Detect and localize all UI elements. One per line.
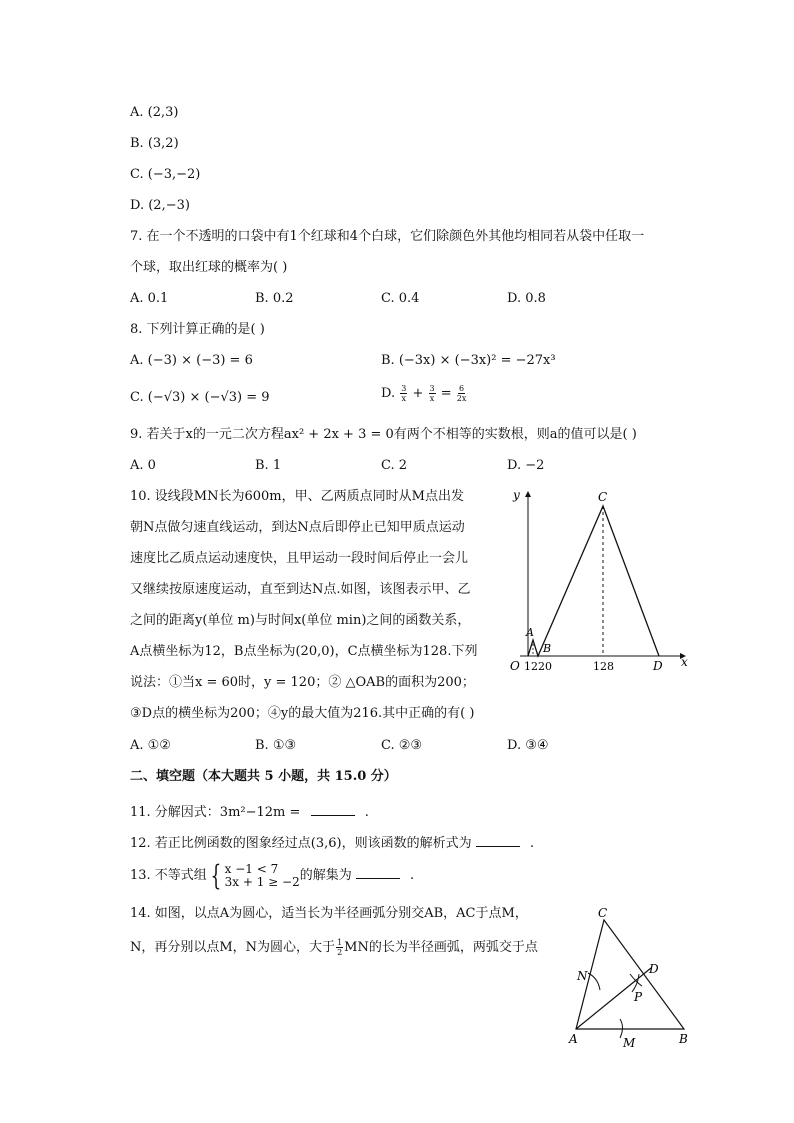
q8-option-c: C. (−√3) × (−√3) = 9 [130, 390, 270, 405]
plus-sign: + [412, 386, 424, 401]
q6-option-a: A. (2,3) [130, 105, 179, 120]
numerator: 6 [459, 384, 465, 393]
q8-stem: 8. 下列计算正确的是( ) [130, 322, 265, 337]
q6-option-b: B. (3,2) [130, 136, 179, 151]
q11-end: . [364, 805, 369, 820]
q8-option-a: A. (−3) × (−3) = 6 [130, 353, 253, 368]
q10-option-d: D. ③④ [507, 738, 549, 753]
q7-option-b: B. 0.2 [255, 291, 294, 306]
q10-option-a: A. ①② [130, 738, 171, 753]
graph-line [528, 506, 659, 656]
fraction [457, 384, 467, 403]
q10-stem-line2: 朝N点做匀速直线运动，到达N点后即停止已知甲质点运动 [130, 520, 465, 535]
q7-stem-line1: 7. 在一个不透明的口袋中有1个红球和4个白球，它们除颜色外其他均相同若从袋中任取一 [130, 229, 645, 244]
q12 [130, 832, 534, 853]
q13-end: . [410, 868, 415, 883]
equals-sign: = [440, 386, 452, 401]
label-o: O [510, 659, 520, 673]
inequality-row-1: x −1 < 7 [224, 861, 279, 876]
tick-128: 128 [593, 660, 614, 673]
q14-triangle-figure [560, 900, 710, 1055]
q14-stem-line1: 14. 如图，以点A为圆心，适当长为半径画弧分别交AB，AC于点M， [130, 906, 528, 921]
q7-stem-line2: 个球，取出红球的概率为( ) [130, 260, 288, 275]
fraction [400, 384, 407, 403]
q14-line2-b: MN的长为半径画弧，两弧交于点 [344, 940, 538, 955]
q8-option-b: B. (−3x) × (−3x)² = −27x³ [381, 353, 556, 368]
q7-option-d: D. 0.8 [507, 291, 546, 306]
label-b: B [679, 1032, 688, 1046]
q9-option-a: A. 0 [130, 458, 156, 473]
denominator: x [401, 394, 407, 403]
q10-stem-line6: A点横坐标为12，B点坐标为(20,0)，C点横坐标为128.下列 [130, 644, 478, 659]
label-c: C [598, 490, 608, 504]
denominator: 2x [456, 394, 467, 403]
denominator: x [429, 394, 435, 403]
fraction [429, 384, 436, 403]
q10-stem-line5: 之间的距离y(单位 m)与时间x(单位 min)之间的函数关系， [130, 613, 471, 628]
q10-distance-time-graph [500, 484, 700, 674]
label-y: y [513, 488, 520, 502]
label-x: x [681, 655, 688, 669]
q9-stem: 9. 若关于x的一元二次方程ax² + 2x + 3 = 0有两个不相等的实数根，则a的值可以是( ) [130, 427, 637, 442]
tick-1220: 1220 [524, 660, 552, 673]
numerator: 1 [337, 938, 343, 947]
inequality-system [207, 858, 300, 892]
q11 [130, 801, 369, 822]
label-n: N [577, 969, 588, 983]
q10-option-b: B. ①③ [255, 738, 297, 753]
label-a: A [569, 1032, 578, 1046]
q9-option-b: B. 1 [255, 458, 282, 473]
q10-stem-line8: ③D点的横坐标为200；④y的最大值为216.其中正确的有( ) [130, 706, 475, 721]
q6-option-c: C. (−3,−2) [130, 167, 201, 182]
q13 [130, 860, 414, 892]
label-c: C [598, 906, 608, 920]
label-b: B [543, 642, 552, 655]
q8-option-d-prefix: D. [381, 386, 396, 401]
q9-option-d: D. −2 [507, 458, 545, 473]
q11-stem: 11. 分解因式：3m²−12m = [130, 805, 301, 820]
q10-stem-line4: 又继续按原速度运动，直至到达N点.如图，该图表示甲、乙 [130, 582, 471, 597]
label-m: M [623, 1036, 636, 1050]
q6-option-d: D. (2,−3) [130, 198, 190, 213]
fraction-one-half [336, 938, 343, 957]
numerator: 3 [429, 384, 435, 393]
q11-answer-blank[interactable] [311, 801, 355, 816]
q12-stem: 12. 若正比例函数的图象经过点(3,6)，则该函数的解析式为 [130, 836, 472, 851]
q13-stem: 13. 不等式组 [130, 868, 207, 883]
q7-option-c: C. 0.4 [381, 291, 420, 306]
q12-answer-blank[interactable] [476, 832, 520, 847]
label-a: A [526, 626, 534, 639]
q10-option-c: C. ②③ [381, 738, 423, 753]
q13-answer-blank[interactable] [356, 864, 400, 879]
q14-line2-a: N，再分别以点M，N为圆心，大于 [130, 940, 336, 955]
brace-symbol: { [210, 858, 222, 892]
numerator: 3 [401, 384, 407, 393]
q7-option-a: A. 0.1 [130, 291, 169, 306]
denominator: 2 [337, 948, 343, 957]
q12-end: . [529, 836, 535, 851]
q13-mid: 的解集为 [299, 868, 352, 883]
q14-stem-line2 [130, 938, 538, 957]
q9-option-c: C. 2 [381, 458, 408, 473]
q8-option-d [381, 384, 467, 403]
q10-stem-line1: 10. 设线段MN长为600m，甲、乙两质点同时从M点出发 [130, 489, 464, 504]
label-d: D [649, 962, 659, 976]
q10-stem-line7: 说法：①当x = 60时，y = 120；② △OAB的面积为200； [130, 675, 475, 690]
section-2-title: 二、填空题（本大题共 5 小题，共 15.0 分） [130, 769, 397, 784]
inequality-row-2: 3x + 1 ≥ −2 [224, 874, 300, 889]
label-d: D [653, 659, 663, 673]
label-p: P [634, 990, 643, 1004]
q10-stem-line3: 速度比乙质点运动速度快，且甲运动一段时间后停止一会儿 [130, 551, 469, 566]
